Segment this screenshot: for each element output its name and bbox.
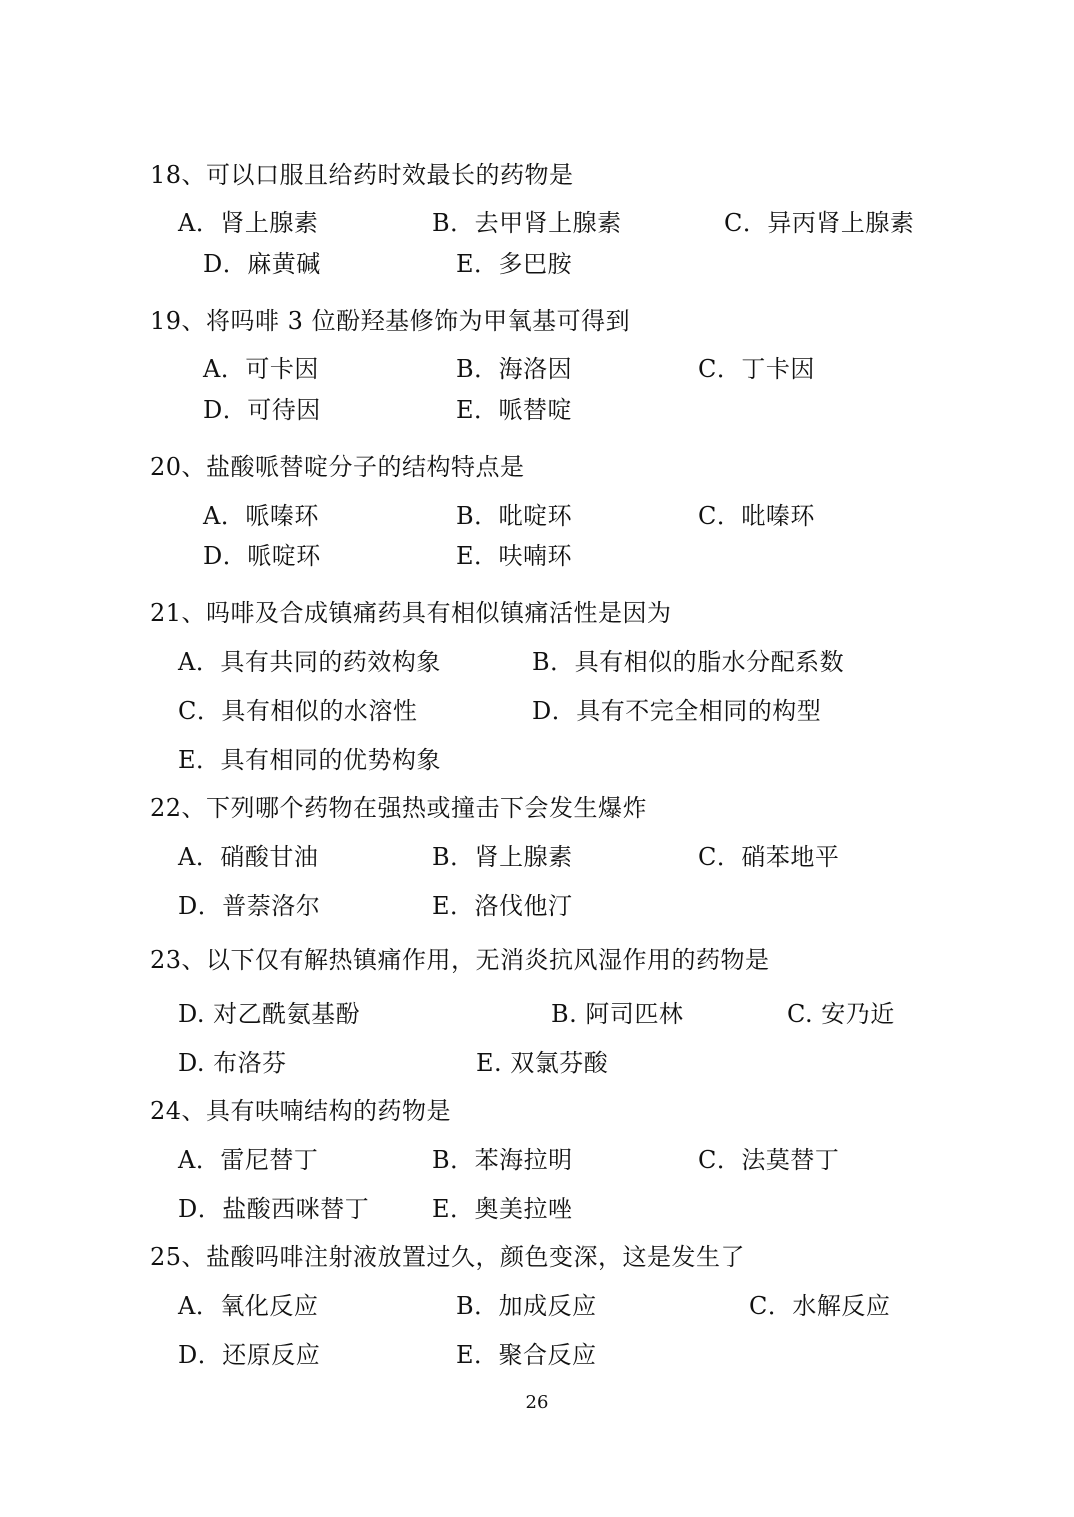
page-number: 26 [525, 1392, 549, 1413]
answer-option: C．丁卡因 [698, 355, 815, 383]
answer-option: A．具有共同的药效构象 [178, 648, 441, 676]
answer-option: D．盐酸西咪替丁 [178, 1195, 370, 1223]
answer-option: B．海洛因 [456, 355, 573, 383]
question-stem: 18、可以口服且给药时效最长的药物是 [150, 161, 574, 189]
answer-option: A．哌嗪环 [203, 502, 319, 530]
answer-option: D．普萘洛尔 [178, 892, 321, 920]
answer-option: B．去甲肾上腺素 [432, 209, 622, 237]
answer-option: C．水解反应 [749, 1292, 891, 1320]
question-stem: 19、将吗啡 3 位酚羟基修饰为甲氧基可得到 [150, 307, 631, 335]
answer-option: E．洛伐他汀 [432, 892, 573, 920]
question-stem: 25、盐酸吗啡注射液放置过久，颜色变深，这是发生了 [150, 1243, 746, 1271]
answer-option: A．硝酸甘油 [178, 843, 319, 871]
answer-option: E. 双氯芬酸 [476, 1049, 609, 1077]
answer-option: D．还原反应 [178, 1341, 321, 1369]
answer-option: D．麻黄碱 [203, 250, 321, 278]
answer-option: D. 布洛芬 [178, 1049, 287, 1077]
answer-option: B．吡啶环 [456, 502, 573, 530]
answer-option: D. 对乙酰氨基酚 [178, 1000, 361, 1028]
answer-option: D．哌啶环 [203, 542, 321, 570]
answer-option: B．具有相似的脂水分配系数 [532, 648, 845, 676]
answer-option: B．苯海拉明 [432, 1146, 573, 1174]
answer-option: C．具有相似的水溶性 [178, 697, 418, 725]
answer-option: B．加成反应 [456, 1292, 597, 1320]
answer-option: E．哌替啶 [456, 396, 573, 424]
answer-option: A．可卡因 [203, 355, 319, 383]
question-stem: 21、吗啡及合成镇痛药具有相似镇痛活性是因为 [150, 599, 672, 627]
answer-option: A．雷尼替丁 [178, 1146, 319, 1174]
answer-option: E．聚合反应 [456, 1341, 597, 1369]
answer-option: D．具有不完全相同的构型 [532, 697, 822, 725]
answer-option: C．异丙肾上腺素 [724, 209, 915, 237]
answer-option: E．具有相同的优势构象 [178, 746, 442, 774]
answer-option: E．多巴胺 [456, 250, 573, 278]
question-stem: 23、以下仅有解热镇痛作用，无消炎抗风湿作用的药物是 [150, 946, 770, 974]
question-stem: 24、具有呋喃结构的药物是 [150, 1097, 452, 1125]
answer-option: E．奥美拉唑 [432, 1195, 573, 1223]
question-stem: 20、盐酸哌替啶分子的结构特点是 [150, 453, 525, 481]
answer-option: C. 安乃近 [787, 1000, 895, 1028]
answer-option: B. 阿司匹林 [551, 1000, 684, 1028]
answer-option: C．硝苯地平 [698, 843, 840, 871]
answer-option: D．可待因 [203, 396, 321, 424]
answer-option: E．呋喃环 [456, 542, 573, 570]
answer-option: A．氧化反应 [178, 1292, 319, 1320]
answer-option: B．肾上腺素 [432, 843, 573, 871]
answer-option: C．法莫替丁 [698, 1146, 840, 1174]
answer-option: A．肾上腺素 [178, 209, 319, 237]
answer-option: C．吡嗪环 [698, 502, 815, 530]
question-stem: 22、下列哪个药物在强热或撞击下会发生爆炸 [150, 794, 648, 822]
